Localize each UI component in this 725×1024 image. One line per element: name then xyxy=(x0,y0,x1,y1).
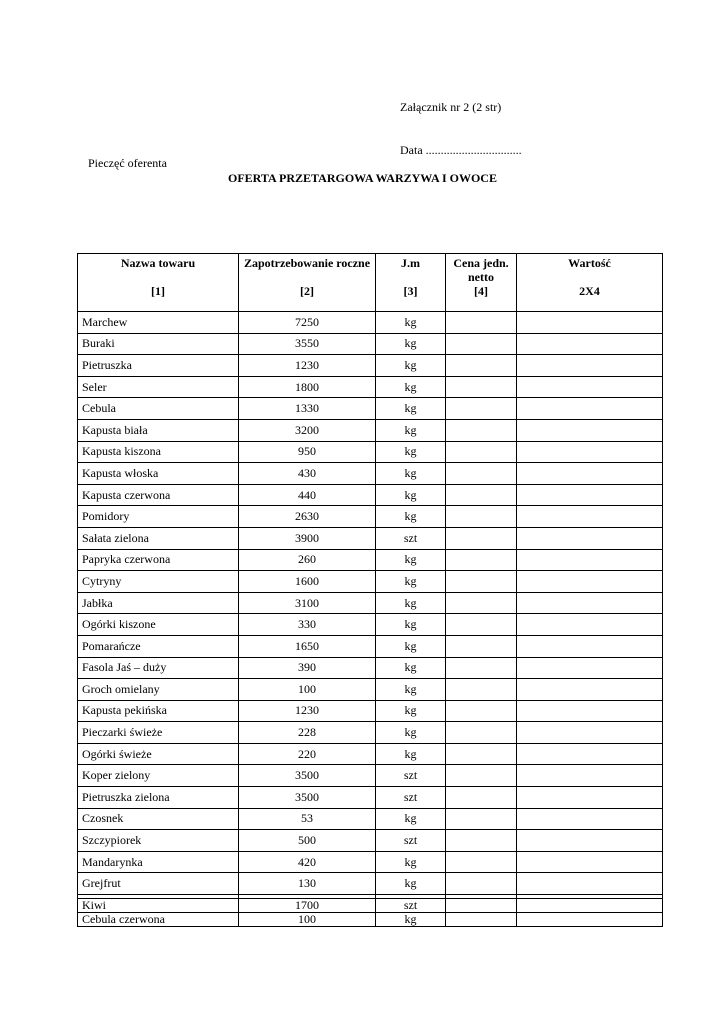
unit-cell: kg xyxy=(376,506,446,528)
value-cell[interactable] xyxy=(517,873,663,895)
table-row xyxy=(78,333,663,355)
demand-cell: 53 xyxy=(239,808,376,830)
product-name-cell: Kiwi xyxy=(78,899,239,913)
demand-cell: 1700 xyxy=(239,899,376,913)
product-name-cell: Jabłka xyxy=(78,592,239,614)
product-name-cell: Grejfrut xyxy=(78,873,239,895)
table-row xyxy=(78,679,663,701)
product-name-cell: Papryka czerwona xyxy=(78,549,239,571)
value-cell[interactable] xyxy=(517,787,663,809)
unit-cell: kg xyxy=(376,592,446,614)
demand-cell: 1330 xyxy=(239,398,376,420)
product-name-cell: Czosnek xyxy=(78,808,239,830)
demand-cell: 100 xyxy=(239,679,376,701)
unit-price-cell[interactable] xyxy=(446,899,517,913)
value-cell[interactable] xyxy=(517,571,663,593)
demand-cell: 1650 xyxy=(239,635,376,657)
demand-cell: 100 xyxy=(239,913,376,927)
demand-cell: 1230 xyxy=(239,700,376,722)
value-cell[interactable] xyxy=(517,419,663,441)
demand-cell: 500 xyxy=(239,830,376,852)
column-header-price: Cena jedn. netto [4] xyxy=(446,254,517,312)
unit-cell: kg xyxy=(376,808,446,830)
column-header-demand: Zapotrzebowanie roczne [2] xyxy=(239,254,376,312)
demand-cell: 2630 xyxy=(239,506,376,528)
table-row xyxy=(78,312,663,334)
unit-cell: kg xyxy=(376,657,446,679)
product-name-cell: Ogórki świeże xyxy=(78,743,239,765)
value-cell[interactable] xyxy=(517,808,663,830)
value-cell[interactable] xyxy=(517,614,663,636)
product-name-cell: Cytryny xyxy=(78,571,239,593)
table-row xyxy=(78,463,663,485)
column-header-name: Nazwa towaru [1] xyxy=(78,254,239,312)
product-name-cell: Ogórki kiszone xyxy=(78,614,239,636)
table-row xyxy=(78,700,663,722)
product-name-cell: Seler xyxy=(78,376,239,398)
value-cell[interactable] xyxy=(517,722,663,744)
unit-price-cell[interactable] xyxy=(446,441,517,463)
demand-cell: 1230 xyxy=(239,355,376,377)
demand-cell: 950 xyxy=(239,441,376,463)
table-row xyxy=(78,873,663,895)
demand-cell: 330 xyxy=(239,614,376,636)
page-title: OFERTA PRZETARGOWA WARZYWA I OWOCE xyxy=(228,171,497,185)
table-row xyxy=(78,743,663,765)
unit-cell: kg xyxy=(376,333,446,355)
product-name-cell: Pomidory xyxy=(78,506,239,528)
table-row xyxy=(78,506,663,528)
product-name-cell: Pietruszka zielona xyxy=(78,787,239,809)
product-name-cell: Cebula xyxy=(78,398,239,420)
value-cell[interactable] xyxy=(517,441,663,463)
unit-price-cell[interactable] xyxy=(446,743,517,765)
value-cell[interactable] xyxy=(517,355,663,377)
value-cell[interactable] xyxy=(517,592,663,614)
product-name-cell: Szczypiorek xyxy=(78,830,239,852)
table-row xyxy=(78,419,663,441)
product-name-cell: Kapusta kiszona xyxy=(78,441,239,463)
demand-cell: 1800 xyxy=(239,376,376,398)
table-row xyxy=(78,376,663,398)
unit-cell: kg xyxy=(376,484,446,506)
unit-price-cell[interactable] xyxy=(446,873,517,895)
value-cell[interactable] xyxy=(517,765,663,787)
offer-table xyxy=(77,253,663,927)
unit-cell: kg xyxy=(376,419,446,441)
table-row xyxy=(78,614,663,636)
unit-price-cell[interactable] xyxy=(446,549,517,571)
unit-price-cell[interactable] xyxy=(446,787,517,809)
date-field: Data ................................ xyxy=(400,143,522,157)
value-cell[interactable] xyxy=(517,376,663,398)
value-cell[interactable] xyxy=(517,635,663,657)
unit-price-cell[interactable] xyxy=(446,851,517,873)
unit-price-cell[interactable] xyxy=(446,765,517,787)
table-row xyxy=(78,913,663,927)
unit-price-cell[interactable] xyxy=(446,679,517,701)
unit-cell: kg xyxy=(376,700,446,722)
value-cell[interactable] xyxy=(517,398,663,420)
value-cell[interactable] xyxy=(517,743,663,765)
product-name-cell: Fasola Jaś – duży xyxy=(78,657,239,679)
value-cell[interactable] xyxy=(517,506,663,528)
table-row xyxy=(78,899,663,913)
unit-cell: kg xyxy=(376,851,446,873)
demand-cell: 260 xyxy=(239,549,376,571)
unit-cell: kg xyxy=(376,722,446,744)
table-row xyxy=(78,398,663,420)
table-row xyxy=(78,441,663,463)
unit-price-cell[interactable] xyxy=(446,722,517,744)
product-name-cell: Marchew xyxy=(78,312,239,334)
value-cell[interactable] xyxy=(517,913,663,927)
column-header-unit: J.m [3] xyxy=(376,254,446,312)
demand-cell: 130 xyxy=(239,873,376,895)
demand-cell: 430 xyxy=(239,463,376,485)
product-name-cell: Kapusta pekińska xyxy=(78,700,239,722)
table-row xyxy=(78,808,663,830)
table-row xyxy=(78,765,663,787)
value-cell[interactable] xyxy=(517,899,663,913)
value-cell[interactable] xyxy=(517,851,663,873)
table-row xyxy=(78,484,663,506)
annex-label: Załącznik nr 2 (2 str) xyxy=(400,100,502,114)
unit-price-cell[interactable] xyxy=(446,312,517,334)
demand-cell: 3550 xyxy=(239,333,376,355)
table-row xyxy=(78,722,663,744)
unit-price-cell[interactable] xyxy=(446,571,517,593)
unit-price-cell[interactable] xyxy=(446,913,517,927)
unit-cell: szt xyxy=(376,765,446,787)
unit-cell: kg xyxy=(376,614,446,636)
unit-price-cell[interactable] xyxy=(446,398,517,420)
unit-price-cell[interactable] xyxy=(446,700,517,722)
unit-price-cell[interactable] xyxy=(446,592,517,614)
unit-price-cell[interactable] xyxy=(446,419,517,441)
table-row xyxy=(78,355,663,377)
demand-cell: 1600 xyxy=(239,571,376,593)
value-cell[interactable] xyxy=(517,312,663,334)
product-name-cell: Groch omielany xyxy=(78,679,239,701)
demand-cell: 420 xyxy=(239,851,376,873)
demand-cell: 440 xyxy=(239,484,376,506)
product-name-cell: Koper zielony xyxy=(78,765,239,787)
unit-price-cell[interactable] xyxy=(446,830,517,852)
table-row xyxy=(78,851,663,873)
unit-cell: kg xyxy=(376,913,446,927)
column-header-value: Wartość 2X4 xyxy=(517,254,663,312)
value-cell[interactable] xyxy=(517,333,663,355)
unit-cell: szt xyxy=(376,527,446,549)
value-cell[interactable] xyxy=(517,463,663,485)
table-row xyxy=(78,592,663,614)
value-cell[interactable] xyxy=(517,549,663,571)
value-cell[interactable] xyxy=(517,830,663,852)
table-row xyxy=(78,571,663,593)
unit-cell: kg xyxy=(376,743,446,765)
product-name-cell: Kapusta biała xyxy=(78,419,239,441)
stamp-label: Pieczęć oferenta xyxy=(88,156,167,170)
unit-cell: kg xyxy=(376,549,446,571)
demand-cell: 390 xyxy=(239,657,376,679)
product-name-cell: Cebula czerwona xyxy=(78,913,239,927)
product-name-cell: Pietruszka xyxy=(78,355,239,377)
product-name-cell: Sałata zielona xyxy=(78,527,239,549)
unit-cell: kg xyxy=(376,355,446,377)
table-row xyxy=(78,657,663,679)
demand-cell: 228 xyxy=(239,722,376,744)
unit-cell: szt xyxy=(376,830,446,852)
unit-price-cell[interactable] xyxy=(446,527,517,549)
unit-cell: szt xyxy=(376,899,446,913)
unit-price-cell[interactable] xyxy=(446,614,517,636)
table-row xyxy=(78,527,663,549)
value-cell[interactable] xyxy=(517,700,663,722)
unit-price-cell[interactable] xyxy=(446,506,517,528)
unit-price-cell[interactable] xyxy=(446,808,517,830)
table-row xyxy=(78,549,663,571)
unit-cell: kg xyxy=(376,873,446,895)
product-name-cell: Pieczarki świeże xyxy=(78,722,239,744)
unit-cell: kg xyxy=(376,463,446,485)
product-name-cell: Kapusta włoska xyxy=(78,463,239,485)
unit-cell: kg xyxy=(376,441,446,463)
unit-price-cell[interactable] xyxy=(446,635,517,657)
unit-cell: kg xyxy=(376,376,446,398)
value-cell[interactable] xyxy=(517,527,663,549)
unit-price-cell[interactable] xyxy=(446,355,517,377)
unit-cell: szt xyxy=(376,787,446,809)
demand-cell: 3200 xyxy=(239,419,376,441)
demand-cell: 3500 xyxy=(239,765,376,787)
demand-cell: 3100 xyxy=(239,592,376,614)
table-row xyxy=(78,830,663,852)
product-name-cell: Mandarynka xyxy=(78,851,239,873)
table-row xyxy=(78,635,663,657)
unit-price-cell[interactable] xyxy=(446,484,517,506)
value-cell[interactable] xyxy=(517,484,663,506)
demand-cell: 3900 xyxy=(239,527,376,549)
unit-price-cell[interactable] xyxy=(446,333,517,355)
product-name-cell: Buraki xyxy=(78,333,239,355)
unit-price-cell[interactable] xyxy=(446,376,517,398)
demand-cell: 7250 xyxy=(239,312,376,334)
demand-cell: 3500 xyxy=(239,787,376,809)
unit-cell: kg xyxy=(376,398,446,420)
value-cell[interactable] xyxy=(517,657,663,679)
unit-price-cell[interactable] xyxy=(446,657,517,679)
table-header-row xyxy=(78,254,663,312)
unit-cell: kg xyxy=(376,312,446,334)
product-name-cell: Pomarańcze xyxy=(78,635,239,657)
value-cell[interactable] xyxy=(517,679,663,701)
unit-cell: kg xyxy=(376,635,446,657)
unit-cell: kg xyxy=(376,679,446,701)
unit-cell: kg xyxy=(376,571,446,593)
demand-cell: 220 xyxy=(239,743,376,765)
table-row xyxy=(78,787,663,809)
unit-price-cell[interactable] xyxy=(446,463,517,485)
product-name-cell: Kapusta czerwona xyxy=(78,484,239,506)
